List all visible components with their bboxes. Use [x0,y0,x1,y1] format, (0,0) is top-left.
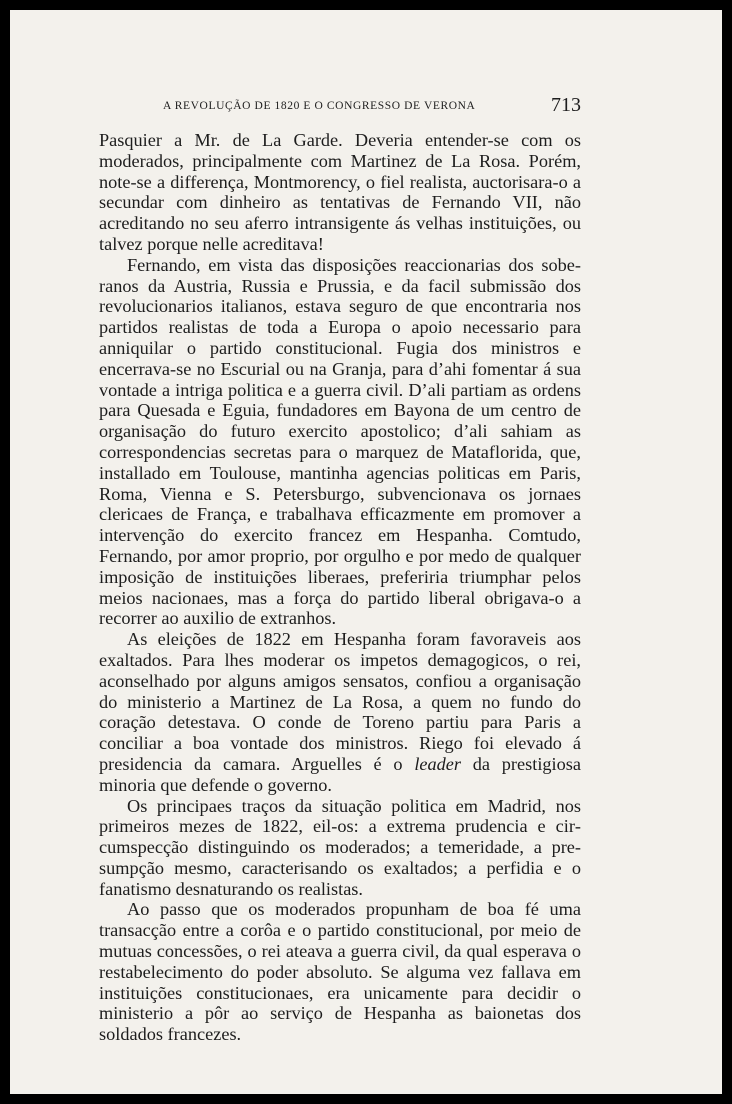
paragraph-1: Pasquier a Mr. de La Garde. Deveria entender-se com os moderados, principalmente com Martinez de La Rosa. Porém, note-se a differença, Montmorency, o fiel realista, auctorisara-o a secundar com dinheiro as tentativas de Fernando VII, não acreditando no seu aferro intransigente ás velhas instituições, ou talvez porque nelle acreditava! [99,130,581,254]
paragraph-3-text-before: As eleições de 1822 em Hespanha foram favoraveis aos exaltados. Para lhes moderar os impetos demagogicos, o rei, aconselhado por alguns amigos sensatos, confiou a organisação do ministerio a Martinez de La Rosa, a quem no fundo do coração detestava. O conde de Toreno partiu para Paris a conciliar a boa vontade dos ministros. Riego foi elevado á presidencia da camara. Arguelles é o [99,629,581,774]
page-number: 713 [551,94,581,116]
running-title: A REVOLUÇÃO DE 1820 E O CONGRESSO DE VERONA [163,100,476,112]
page-header [111,94,581,122]
paragraph-5: Ao passo que os moderados propunham de boa fé uma transacção entre a corôa e o partido constitucional, por meio de mutuas concessões, o rei ateava a guerra civil, da qual esperava o restabelecimento do poder absoluto. Se alguma vez fallava em instituições constitucionaes, era unicamente para decidir o ministerio a pôr ao serviço de Hespanha as baionetas dos soldados francezes. [99,899,581,1045]
paragraph-2: Fernando, em vista das disposições reaccionarias dos soberanos da Austria, Russia e Prussia, e da facil submissão dos revolucionarios italianos, estava seguro de que encontraria nos partidos realistas de toda a Europa o apoio necessario para anniquilar o partido constitucional. Fugia dos ministros e encerrava-se no Escurial ou na Granja, para d’ahi fomentar á sua vontade a intriga politica e a guerra civil. D’ali partiam as ordens para Quesada e Eguia, fundadores em Bayona de um centro de organisação do futuro exercito apostolico; d’ali sahiam as correspondencias secretas para o marquez de Mataflorida, que, installado em Toulouse, mantinha agencias politicas em Paris, Roma, Vienna e S. Petersburgo, subvencionava os jornaes clericaes de França, e trabalhava efficazmente em promover a intervenção do exercito francez em Hespanha. Comtudo, Fernando, por amor proprio, por orgulho e por medo de qualquer imposição de instituições liberaes, preferiria triumphar pelos meios nacionaes, mas a força do partido liberal obrigava-o a recorrer ao auxilio de extranhos. [99,254,581,629]
paragraph-3-text-after: da prestigiosa minoria que defende o governo. [99,753,581,795]
body-text [99,130,581,1045]
italic-term: leader [414,753,462,774]
paragraph-3 [99,629,581,795]
book-page [10,10,722,1094]
paragraph-4: Os principaes traços da situação politica em Madrid, nos primeiros mezes de 1822, eil-os: a extrema prudencia e circumspecção distinguindo os moderados; a temeridade, a presumpção mesmo, caracterisando os exaltados; a perfidia e o fanatismo desnaturando os realistas. [99,795,581,899]
